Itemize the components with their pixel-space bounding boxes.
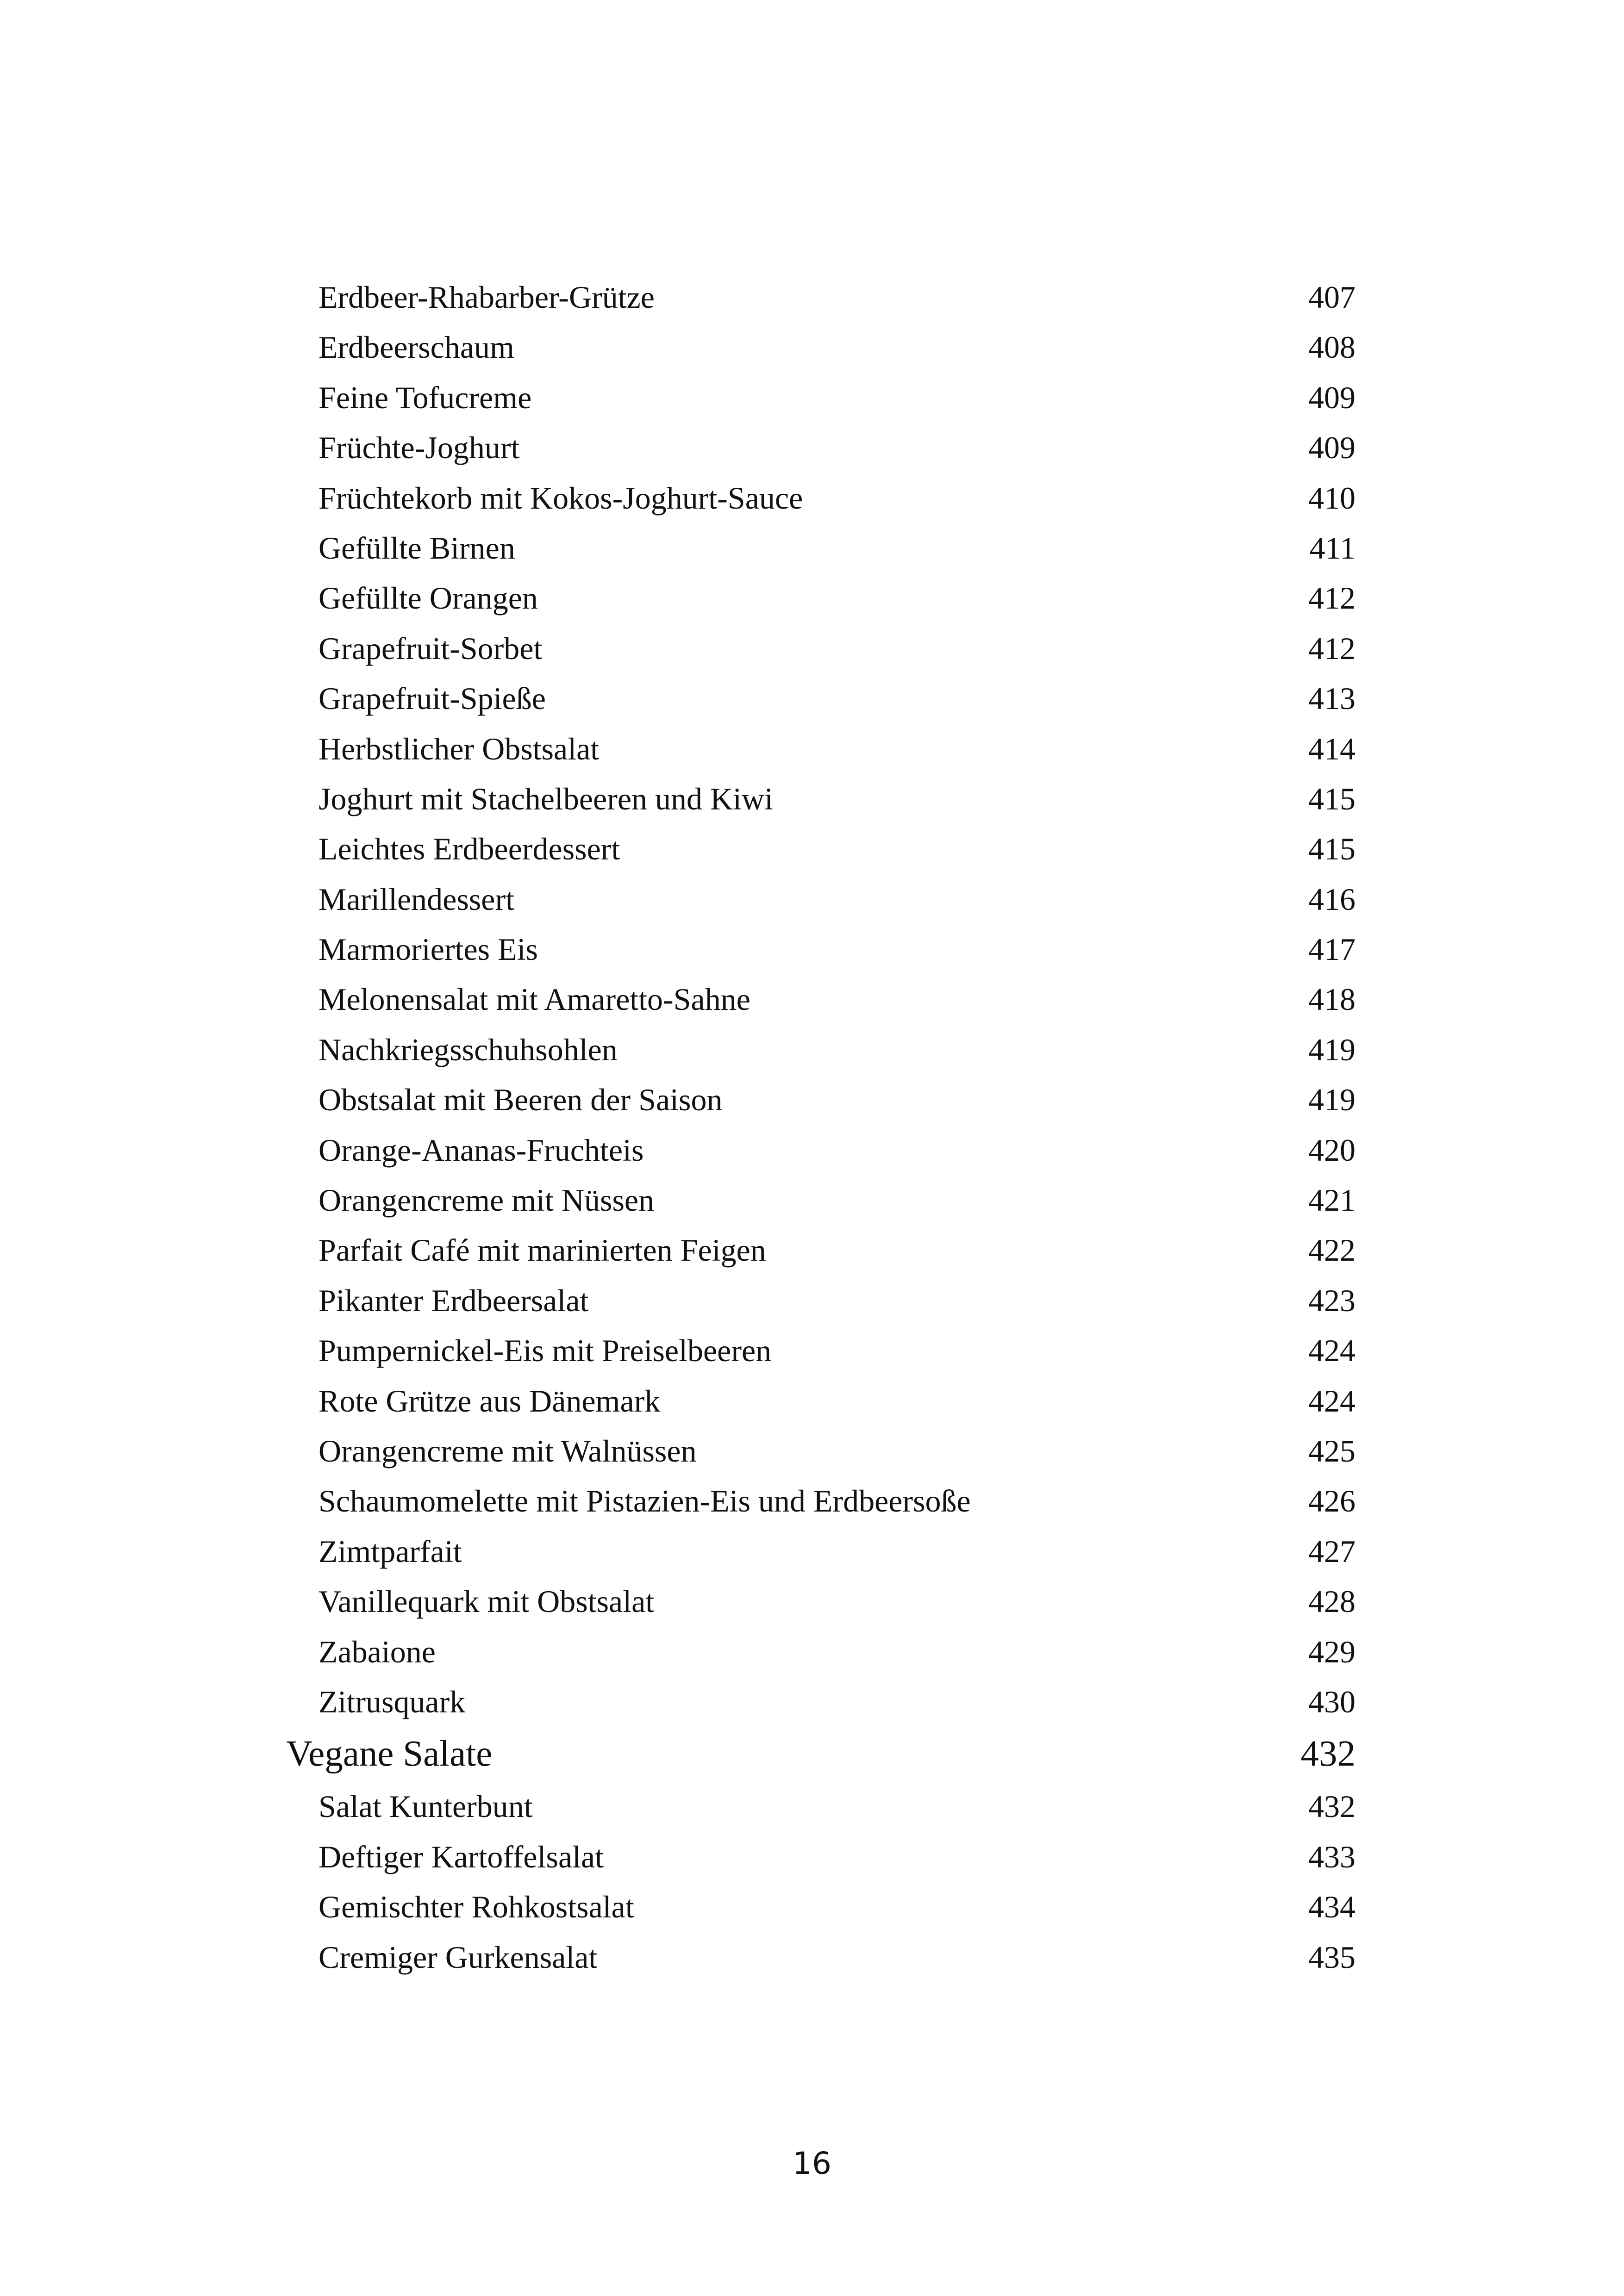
toc-entry-page: 418 <box>1308 982 1355 1017</box>
toc-entry-page: 429 <box>1308 1634 1355 1669</box>
toc-entry-title: Zitrusquark <box>319 1684 466 1719</box>
toc-entry-title: Obstsalat mit Beeren der Saison <box>319 1082 723 1118</box>
page-number: 16 <box>793 2146 831 2181</box>
toc-entry-title: Cremiger Gurkensalat <box>319 1939 598 1975</box>
toc-entry <box>286 1075 1355 1125</box>
toc-entry-page: 426 <box>1308 1483 1355 1519</box>
toc-entry <box>286 1677 1355 1727</box>
toc-entry-page: 419 <box>1308 1082 1355 1118</box>
toc-entry-title: Erdbeer-Rhabarber-Grütze <box>319 280 655 315</box>
toc-entry-title: Feine Tofucreme <box>319 380 532 415</box>
toc-entry <box>286 1627 1355 1677</box>
toc-entry-title: Zimtparfait <box>319 1533 462 1569</box>
toc-entry-page: 422 <box>1308 1232 1355 1268</box>
toc-entry-title: Rote Grütze aus Dänemark <box>319 1383 661 1419</box>
toc-entry-title: Pikanter Erdbeersalat <box>319 1282 589 1318</box>
toc-entry <box>286 1125 1355 1175</box>
toc-entry-title: Nachkriegsschuhsohlen <box>319 1032 618 1067</box>
toc-entry <box>286 272 1355 322</box>
toc-entry <box>286 1426 1355 1476</box>
toc-entry <box>286 1025 1355 1075</box>
toc-entry-page: 430 <box>1308 1684 1355 1719</box>
toc-entry-title: Deftiger Kartoffelsalat <box>319 1839 604 1874</box>
toc-entry-page: 425 <box>1308 1433 1355 1468</box>
toc-entry-page: 417 <box>1308 932 1355 967</box>
toc-entry-page: 427 <box>1308 1533 1355 1569</box>
toc-entry-title: Gefüllte Birnen <box>319 530 515 566</box>
toc-section-heading <box>286 1727 1355 1781</box>
toc-entry-page: 424 <box>1308 1383 1355 1419</box>
toc-entry-title: Orangencreme mit Walnüssen <box>319 1433 697 1468</box>
toc-entry-page: 432 <box>1308 1789 1355 1824</box>
toc-entry <box>286 1225 1355 1275</box>
toc-entry-title: Melonensalat mit Amaretto-Sahne <box>319 982 750 1017</box>
toc-entry-page: 421 <box>1308 1182 1355 1218</box>
toc-entry-title: Leichtes Erdbeerdessert <box>319 831 620 867</box>
toc-entry-page: 415 <box>1308 831 1355 867</box>
toc-entry-page: 410 <box>1308 480 1355 516</box>
toc-entry <box>286 1882 1355 1932</box>
toc-entry-page: 419 <box>1308 1032 1355 1067</box>
toc-entry <box>286 673 1355 723</box>
toc-entry <box>286 1526 1355 1576</box>
toc-entry-page: 432 <box>1300 1734 1355 1774</box>
toc-entry <box>286 1325 1355 1375</box>
toc-entry-page: 433 <box>1308 1839 1355 1874</box>
toc-entry-page: 409 <box>1308 380 1355 415</box>
toc-entry-title: Schaumomelette mit Pistazien-Eis und Erdbeersoße <box>319 1483 971 1519</box>
toc-entry <box>286 423 1355 473</box>
toc-entry-page: 409 <box>1308 430 1355 466</box>
toc-entry-page: 407 <box>1308 280 1355 315</box>
toc-entry <box>286 1476 1355 1526</box>
toc-entry-title: Erdbeerschaum <box>319 330 514 365</box>
toc-entry-page: 424 <box>1308 1333 1355 1369</box>
toc-entry <box>286 523 1355 573</box>
toc-entry-page: 416 <box>1308 881 1355 917</box>
toc-entry <box>286 724 1355 774</box>
toc-entry <box>286 1832 1355 1882</box>
toc-entry-title: Orangencreme mit Nüssen <box>319 1182 655 1218</box>
toc-entry <box>286 1276 1355 1325</box>
toc-entry-title: Pumpernickel-Eis mit Preiselbeeren <box>319 1333 772 1369</box>
toc-entry <box>286 1376 1355 1426</box>
toc-entry-page: 413 <box>1308 681 1355 716</box>
toc-entry <box>286 824 1355 874</box>
toc-entry-title: Salat Kunterbunt <box>319 1789 533 1824</box>
toc-entry-page: 412 <box>1308 580 1355 616</box>
toc-entry <box>286 573 1355 623</box>
toc-entry-title: Vanillequark mit Obstsalat <box>319 1584 655 1619</box>
toc-entry-page: 435 <box>1308 1939 1355 1975</box>
toc-entry-page: 434 <box>1308 1889 1355 1925</box>
toc-entry-title: Vegane Salate <box>286 1734 493 1774</box>
toc-entry <box>286 1781 1355 1831</box>
toc-entry-page: 423 <box>1308 1282 1355 1318</box>
toc-entry-title: Gefüllte Orangen <box>319 580 538 616</box>
toc-entry-page: 428 <box>1308 1584 1355 1619</box>
toc-entry <box>286 322 1355 372</box>
toc-entry <box>286 924 1355 974</box>
toc-entry-title: Zabaione <box>319 1634 436 1669</box>
toc-entry-title: Parfait Café mit marinierten Feigen <box>319 1232 766 1268</box>
table-of-contents <box>286 272 1355 1982</box>
toc-entry <box>286 473 1355 523</box>
toc-entry-page: 415 <box>1308 781 1355 816</box>
toc-entry <box>286 874 1355 924</box>
toc-entry-title: Grapefruit-Spieße <box>319 681 546 716</box>
toc-entry-title: Grapefruit-Sorbet <box>319 630 543 666</box>
toc-entry-page: 408 <box>1308 330 1355 365</box>
toc-entry-title: Früchtekorb mit Kokos-Joghurt-Sauce <box>319 480 803 516</box>
toc-entry-page: 414 <box>1308 731 1355 766</box>
toc-entry-page: 420 <box>1308 1132 1355 1168</box>
toc-entry <box>286 373 1355 423</box>
toc-entry-title: Früchte-Joghurt <box>319 430 520 466</box>
toc-entry-title: Marmoriertes Eis <box>319 932 538 967</box>
toc-entry <box>286 1576 1355 1626</box>
toc-entry-title: Orange-Ananas-Fruchteis <box>319 1132 644 1168</box>
toc-entry <box>286 974 1355 1024</box>
toc-entry-title: Gemischter Rohkostsalat <box>319 1889 634 1925</box>
toc-entry-title: Herbstlicher Obstsalat <box>319 731 600 766</box>
toc-entry-page: 411 <box>1309 530 1355 566</box>
toc-entry <box>286 623 1355 673</box>
toc-entry <box>286 774 1355 824</box>
toc-entry-title: Marillendessert <box>319 881 514 917</box>
toc-entry-title: Joghurt mit Stachelbeeren und Kiwi <box>319 781 774 816</box>
toc-entry <box>286 1932 1355 1982</box>
toc-entry-page: 412 <box>1308 630 1355 666</box>
toc-entry <box>286 1175 1355 1225</box>
